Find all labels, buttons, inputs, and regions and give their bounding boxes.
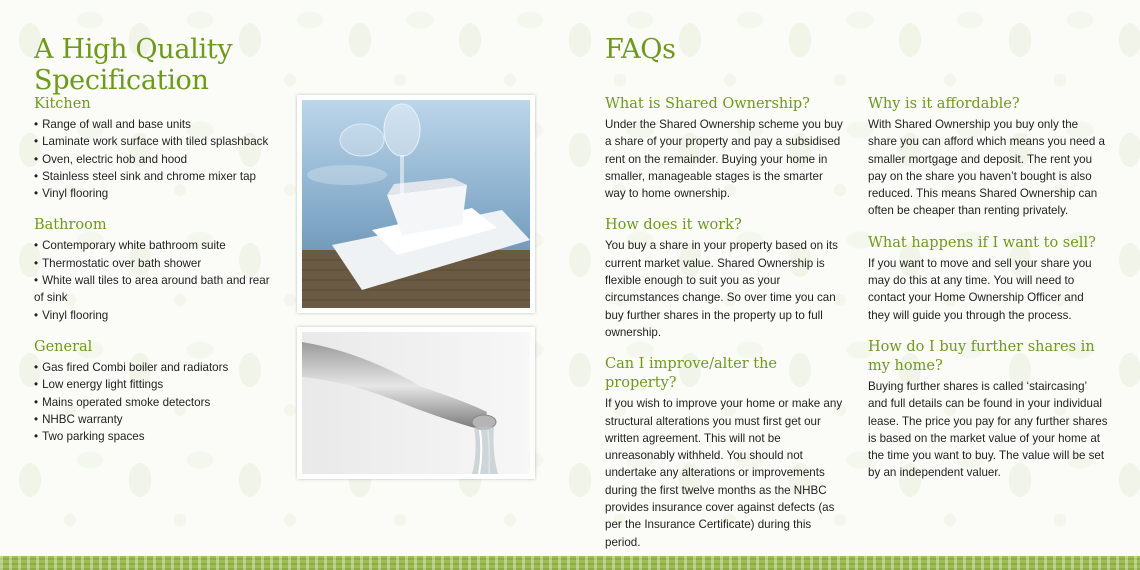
- chrome-tap-photo: [297, 327, 535, 479]
- list-item: • Low energy light fittings: [34, 378, 164, 392]
- faq-answer: If you wish to improve your home or make any structural alterations you must first get our written agreement. This will not be unreasonably withheld. You should not undertake any alterations or improvements during the first twelve months as the NHBC provides insurance cover against defects (as per the Insurance Certificate) during this period.: [605, 397, 843, 549]
- faq-item: [868, 95, 1108, 220]
- faq-question: What is Shared Ownership?: [605, 96, 810, 112]
- list-item: • Thermostatic over bath shower: [34, 256, 202, 270]
- faq-item: [868, 338, 1108, 482]
- list-item: • Two parking spaces: [34, 430, 145, 444]
- faq-answer: If you want to move and sell your share you may do this at any time. You will need to contact your Home Ownership Officer and they will guide you through the process.: [868, 256, 1092, 322]
- section-bathroom: [34, 216, 279, 323]
- bathroom-list: [34, 237, 279, 323]
- faq-item: [605, 355, 845, 551]
- list-item: • Vinyl flooring: [34, 308, 109, 322]
- section-general: [34, 338, 279, 445]
- list-item: • Stainless steel sink and chrome mixer tap: [34, 169, 256, 183]
- list-item: • Mains operated smoke detectors: [34, 395, 211, 409]
- faq-item: [605, 95, 845, 202]
- faq-item: [605, 216, 845, 341]
- list-item: • Laminate work surface with tiled splashback: [34, 135, 269, 149]
- kitchen-tableware-photo: [297, 95, 535, 313]
- faq-column-1: [605, 95, 845, 565]
- faq-question: Can I improve/alter the property?: [605, 356, 777, 392]
- list-item: • Range of wall and base units: [34, 118, 191, 131]
- section-kitchen: [34, 95, 279, 202]
- faq-question: Why is it affordable?: [868, 96, 1020, 112]
- list-item: • Gas fired Combi boiler and radiators: [34, 360, 229, 374]
- bathroom-heading: Bathroom: [34, 217, 107, 234]
- faq-question: How do I buy further shares in my home?: [868, 338, 1095, 374]
- faqs-title-wrap: [605, 34, 676, 65]
- faq-question: How does it work?: [605, 217, 742, 234]
- general-heading: General: [34, 338, 93, 355]
- faq-column-2: [868, 95, 1108, 496]
- faq-answer: Buying further shares is called ‘staircasing’ and full details can be found in your individual lease. The price you pay for any further shares is based on the market value of your home at the time you want to buy. The value will be set by an independent valuer.: [868, 379, 1108, 480]
- list-item: • Vinyl flooring: [34, 187, 109, 201]
- specification-panel: [34, 34, 284, 96]
- faq-answer: Under the Shared Ownership scheme you buy a share of your property and pay a subsidised rent on the remainder. Buying your home in smaller, manageable stages is the smarter way to home ownership.: [605, 118, 843, 201]
- list-item: • White wall tiles to area around bath and rear of sink: [34, 274, 270, 305]
- kitchen-list: [34, 116, 279, 202]
- decorative-bottom-border: [0, 556, 1140, 570]
- list-item: • NHBC warranty: [34, 412, 123, 426]
- spec-title: A High Quality Specification: [34, 34, 233, 96]
- general-list: [34, 359, 279, 445]
- faq-answer: You buy a share in your property based on its current market value. Shared Ownership is flexible enough to suit you as your circumstances change. So over time you can buy further shares in the property up to full ownership.: [605, 239, 838, 339]
- faqs-title: FAQs: [605, 34, 676, 65]
- list-item: • Oven, electric hob and hood: [34, 152, 188, 166]
- faq-answer: With Shared Ownership you buy only the share you can afford which means you need a smaller mortgage and deposit. The rent you pay on the share you haven’t bought is also reduced. This means Shared Ownership can often be cheaper than renting privately.: [868, 118, 1105, 218]
- list-item: • Contemporary white bathroom suite: [34, 239, 226, 253]
- faq-question: What happens if I want to sell?: [868, 234, 1096, 251]
- faq-item: [868, 234, 1108, 324]
- kitchen-heading: Kitchen: [34, 96, 91, 112]
- spec-sections: [34, 95, 279, 459]
